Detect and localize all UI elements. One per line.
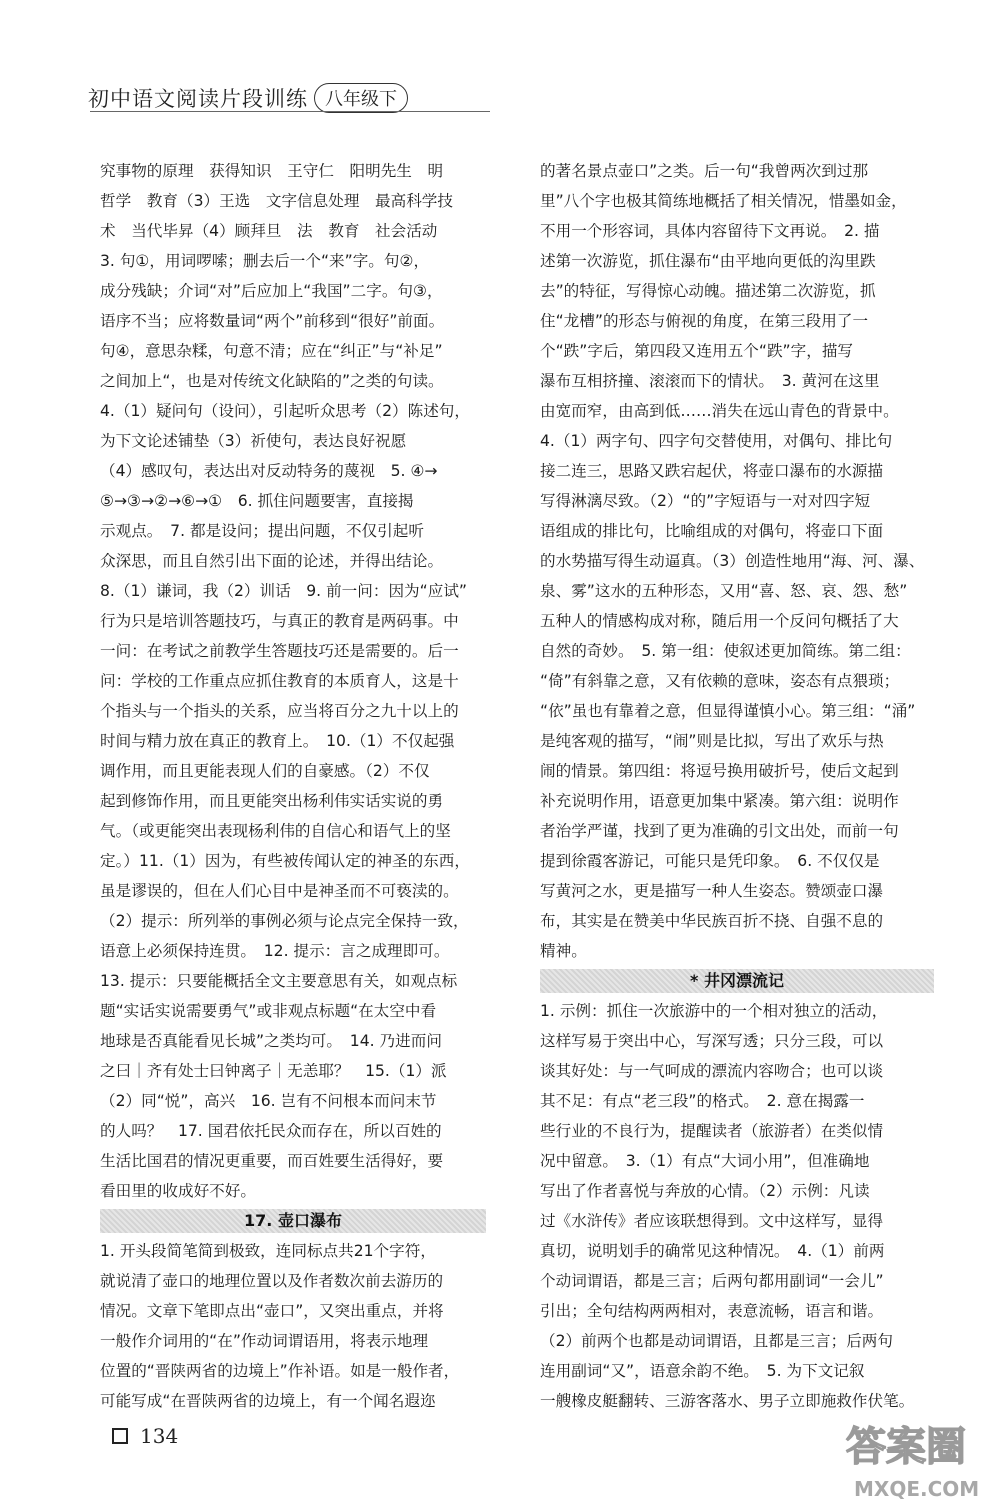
text-line: 自然的奇妙。 5. 第一组：使叙述更加简练。第二组： [540,642,911,660]
text-line: 1. 开头段简笔简到极致，连同标点共21个字符， [100,1242,436,1260]
text-line: 写黄河之水，更是描写一种人生姿态。赞颂壶口瀑 [540,882,884,900]
text-line: 泉、雾”这水的五种形态，又用“喜、怒、哀、怨、愁” [540,582,908,600]
text-line: 述第一次游览，抓住瀑布“由平地向更低的沟里跌 [540,252,876,270]
text-line: 写出了作者喜悦与奔放的心情。（2）示例：凡读 [540,1182,870,1200]
text-line: 语组成的排比句，比喻组成的对偶句，将壶口下面 [540,522,884,540]
text-line: 况中留意。 3.（1）有点“大词小用”，但准确地 [540,1152,870,1170]
left-text-b [100,1236,488,1416]
text-line: 就说清了壶口的地理位置以及作者数次前去游历的 [100,1272,444,1290]
text-line: 众深思，而且自然引出下面的论述，并得出结论。 [100,552,444,570]
text-line: 的著名景点壶口”之类。后一句“我曾两次到过那 [540,162,869,180]
text-line: 谈其好处：与一气呵成的漂流内容吻合；也可以谈 [540,1062,884,1080]
text-line: 住“龙槽”的形态与俯视的角度，在第三段用了一 [540,312,869,330]
text-line: 之间加上“，也是对传统文化缺陷的”之类的句读。 [100,372,444,390]
text-line: 生活比国君的情况更重要，而百姓要生活得好，要 [100,1152,444,1170]
text-line: 问：学校的工作重点应抓住教育的本质育人，这是十 [100,672,459,690]
text-line: 者治学严谨，找到了更为准确的引文出处，而前一句 [540,822,899,840]
text-line: 术 当代毕昇（4）顾拜旦 法 教育 社会活动 [100,222,438,240]
text-line: 闹的情景。第四组：将逗号换用破折号，使后文起到 [540,762,899,780]
text-line: 13. 提示：只要能概括全文主要意思有关，如观点标 [100,972,458,990]
text-line: 句④，意思杂糅，句意不清；应在“纠正”与“补足” [100,342,443,360]
text-line: 一问：在考试之前教学生答题技巧还是需要的。后一 [100,642,459,660]
left-column [100,156,488,1416]
text-line: 之曰｜齐有处士曰钟离子｜无恙耶？ 15.（1）派 [100,1062,447,1080]
text-line: 3. 句①，用词啰嗦；删去后一个“来”字。句②， [100,252,430,270]
text-line: 的水势描写得生动逼真。（3）创造性地用“海、河、瀑、 [540,552,925,570]
watermark-url: MXQE.COM [854,1477,980,1501]
text-line: 看田里的收成好不好。 [100,1182,256,1200]
text-line: 个指头与一个指头的关系，应当将百分之九十以上的 [100,702,459,720]
text-line: 引出；全句结构两两相对，表意流畅，语言和谐。 [540,1302,884,1320]
text-line: 4.（1）两字句、四字句交替使用，对偶句、排比句 [540,432,893,450]
text-line: 哲学 教育（3）王选 文字信息处理 最高科学技 [100,192,453,210]
text-line: 语序不当；应将数量词“两个”前移到“很好”前面。 [100,312,445,330]
square-icon [112,1428,128,1444]
text-line: 提到徐霞客游记，可能只是凭印象。 6. 不仅仅是 [540,852,880,870]
text-line: 真切，说明划手的确常见这种情况。 4.（1）前两 [540,1242,885,1260]
text-line: 究事物的原理 获得知识 王守仁 阳明先生 明 [100,162,444,180]
text-line: 个“跌”字后，第四段又连用五个“跌”字，描写 [540,342,854,360]
text-line: （2）提示：所列举的事例必须与论点完全保持一致， [100,912,469,930]
text-line: 题“实话实说需要勇气”或非观点标题“在太空中看 [100,1002,437,1020]
watermark-text: 答案圈 [846,1424,966,1470]
section-heading-jinggang: * 井冈漂流记 [540,969,934,993]
text-line: 起到修饰作用，而且更能突出杨利伟实话实说的勇 [100,792,444,810]
text-line: （2）同“悦”，高兴 16. 岂有不问根本而问末节 [100,1092,437,1110]
header-rule [90,111,490,112]
right-text-b [540,996,934,1416]
text-line: 为下文论述铺垫（3）祈使句，表达良好祝愿 [100,432,407,450]
grade-badge: 八年级下 [314,83,408,113]
page-footer [112,1424,178,1448]
text-line: 布，其实是在赞美中华民族百折不挠、自强不息的 [540,912,884,930]
text-line: 过《水浒传》者应该联想得到。文中这样写，显得 [540,1212,884,1230]
text-line: 补充说明作用，语意更加集中紧凑。第六组：说明作 [540,792,899,810]
text-line: 五种人的情感构成对称，随后用一个反问句概括了大 [540,612,899,630]
text-line: “依”虽也有靠着之意，但显得谨慎小心。第三组：“涌” [540,702,916,720]
text-line: 接二连三，思路又跌宕起伏，将壶口瀑布的水源描 [540,462,884,480]
text-line: ⑤→③→②→⑥→① 6. 抓住问题要害，直接揭 [100,492,414,510]
text-line: 行为只是培训答题技巧，与真正的教育是两码事。中 [100,612,459,630]
text-line: 情况。文章下笔即点出“壶口”，又突出重点，并将 [100,1302,444,1320]
text-line: 可能写成“在晋陕两省的边境上，有一个闻名遐迩 [100,1392,436,1410]
text-line: 其不足：有点“老三段”的格式。 2. 意在揭露一 [540,1092,865,1110]
text-line: 瀑布互相挤撞、滚滚而下的情状。 3. 黄河在这里 [540,372,880,390]
text-line: 精神。 [540,942,587,960]
text-line: 位置的“晋陕两省的边境上”作补语。如是一般作者， [100,1362,460,1380]
section-heading-hukou: 17. 壶口瀑布 [100,1209,486,1233]
text-line: （2）前两个也都是动词谓语，且都是三言；后两句 [540,1332,893,1350]
text-line: 1. 示例：抓住一次旅游中的一个相对独立的活动， [540,1002,888,1020]
text-line: 一般作介词用的“在”作动词谓语用，将表示地理 [100,1332,429,1350]
right-text-a [540,156,934,966]
text-line: 4.（1）疑问句（设问），引起听众思考（2）陈述句， [100,402,470,420]
text-line: 去”的特征，写得惊心动魄。描述第二次游览，抓 [540,282,876,300]
text-line: 8.（1）谦词，我（2）训话 9. 前一问：因为“应试” [100,582,467,600]
text-line: 这样写易于突出中心，写深写透；只分三段，可以 [540,1032,884,1050]
text-line: 不用一个形容词，具体内容留待下文再说。 2. 描 [540,222,880,240]
text-line: 一艘橡皮艇翻转、三游客落水、男子立即施救作伏笔。 [540,1392,915,1410]
text-line: 气。（或更能突出表现杨利伟的自信心和语气上的坚 [100,822,451,840]
page-number: 134 [140,1424,179,1448]
text-line: 调作用，而且更能表现人们的自豪感。（2）不仅 [100,762,430,780]
text-line: 地球是否真能看见长城”之类均可。 14. 乃进而问 [100,1032,442,1050]
book-title: 初中语文阅读片段训练 [88,87,308,111]
text-line: 时间与精力放在真正的教育上。 10.（1）不仅起强 [100,732,455,750]
right-column [540,156,934,1416]
watermark-logo [840,1410,990,1502]
text-line: 里”八个字也极其简练地概括了相关情况，惜墨如金， [540,192,907,210]
text-line: 虽是谬误的，但在人们心目中是神圣而不可亵渎的。 [100,882,459,900]
text-line: 写得淋漓尽致。（2）“的”字短语与一对对四字短 [540,492,871,510]
text-line: （4）感叹句，表达出对反动特务的蔑视 5. ④→ [100,462,438,480]
text-line: 定。）11.（1）因为，有些被传闻认定的神圣的东西， [100,852,470,870]
left-text-a [100,156,488,1206]
text-line: 是纯客观的描写，“闹”则是比拟，写出了欢乐与热 [540,732,884,750]
text-line: 些行业的不良行为，提醒读者（旅游者）在类似情 [540,1122,884,1140]
text-line: “倚”有斜靠之意，又有依赖的意味，姿态有点猥琐； [540,672,900,690]
text-line: 的人吗？ 17. 国君依托民众而存在，所以百姓的 [100,1122,442,1140]
text-line: 示观点。 7. 都是设问；提出问题，不仅引起听 [100,522,424,540]
text-line: 语意上必须保持连贯。 12. 提示：言之成理即可。 [100,942,450,960]
text-line: 成分残缺；介词“对”后应加上“我国”二字。句③， [100,282,443,300]
text-line: 连用副词“又”，语意余韵不绝。 5. 为下文记叙 [540,1362,865,1380]
text-line: 由宽而窄，由高到低……消失在远山青色的背景中。 [540,402,899,420]
text-line: 个动词谓语，都是三言；后两句都用副词“一会儿” [540,1272,884,1290]
